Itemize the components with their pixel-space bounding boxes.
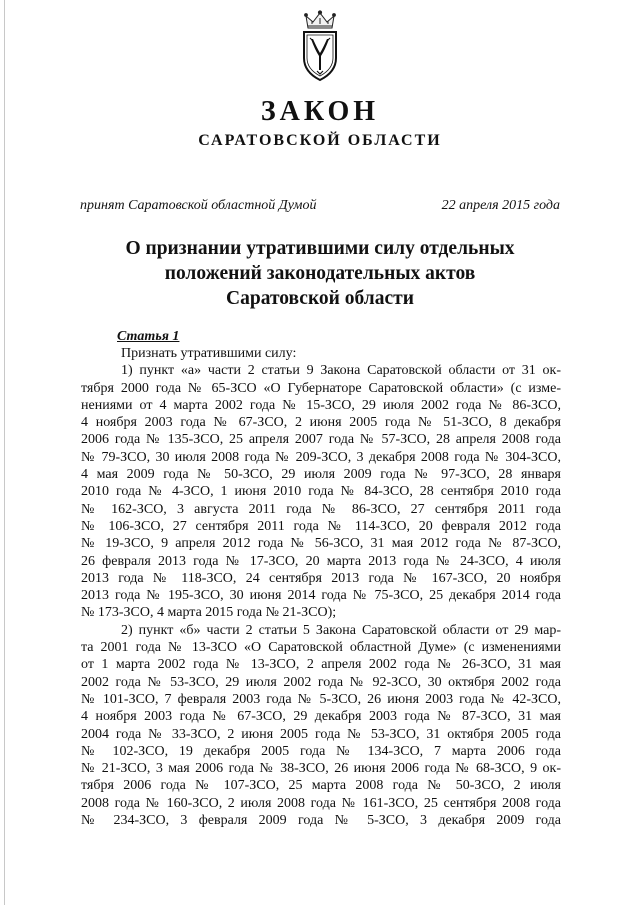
document-title: [80, 236, 560, 311]
text-line: тября 2000 года № 65-ЗСО «О Губернаторе Саратовской области» (с изме-: [81, 380, 561, 396]
article-heading: Статья 1: [117, 329, 180, 344]
text-line: № 102-ЗСО, 19 декабря 2005 года № 134-ЗСО, 7 марта 2006 года: [81, 743, 561, 759]
text-line: № 101-ЗСО, 7 февраля 2003 года № 5-ЗСО, 26 июня 2003 года № 42-ЗСО,: [81, 691, 561, 707]
text-line: 2008 года № 160-ЗСО, 2 июля 2008 года № 161-ЗСО, 25 сентября 2008 года: [81, 795, 561, 811]
text-line: 2013 года № 118-ЗСО, 24 сентября 2013 года № 167-ЗСО, 20 ноября: [81, 570, 561, 586]
title-line: Саратовской области: [226, 288, 414, 309]
text-line: Признать утратившими силу:: [121, 346, 297, 361]
text-line: 2004 года № 33-ЗСО, 2 июня 2005 года № 53-ЗСО, 31 октября 2005 года: [81, 726, 561, 742]
text-line: 1) пункт «а» части 2 статьи 9 Закона Саратовской области от 31 ок-: [121, 363, 561, 379]
text-line: 2013 года № 195-ЗСО, 30 июня 2014 года № 75-ЗСО, 25 декабря 2014 года: [81, 588, 561, 604]
saratov-coat-of-arms-icon: [298, 10, 342, 82]
text-line: № 173-ЗСО, 4 марта 2015 года № 21-ЗСО);: [81, 605, 337, 621]
text-line: 2) пункт «б» части 2 статьи 5 Закона Саратовской области от 29 мар-: [121, 622, 561, 638]
text-line: № 19-ЗСО, 9 апреля 2012 года № 56-ЗСО, 31 мая 2012 года № 87-ЗСО,: [81, 536, 561, 552]
title-line: положений законодательных актов: [164, 263, 476, 284]
text-line: тября 2006 года № 107-ЗСО, 25 марта 2008 года № 50-ЗСО, 2 июля: [81, 778, 561, 794]
text-line: 4 ноября 2003 года № 67-ЗСО, 29 декабря 2003 года № 87-ЗСО, 31 мая: [81, 709, 561, 725]
region-heading: САРАТОВСКОЙ ОБЛАСТИ: [198, 132, 442, 149]
text-line: от 1 марта 2002 года № 13-ЗСО, 2 апреля 2002 года № 26-ЗСО, 31 мая: [81, 657, 561, 673]
text-line: № 234-ЗСО, 3 февраля 2009 года № 5-ЗСО, 3 декабря 2009 года: [81, 813, 561, 829]
title-line: О признании утратившими силу отдельных: [125, 238, 515, 259]
adopted-by-line: принят Саратовской областной Думой: [80, 198, 317, 213]
text-line: № 162-ЗСО, 3 августа 2011 года № 86-ЗСО, 27 сентября 2011 года: [81, 501, 561, 517]
article-body: [81, 345, 561, 829]
text-line: нениями от 4 марта 2002 года № 15-ЗСО, 29 июля 2002 года № 86-ЗСО,: [81, 397, 561, 413]
adoption-date: 22 апреля 2015 года: [441, 198, 560, 213]
text-line: та 2001 года № 13-ЗСО «О Саратовской областной Думе» (с изменениями: [81, 640, 561, 656]
text-line: 2006 года № 135-ЗСО, 25 апреля 2007 года № 57-ЗСО, 28 апреля 2008 года: [81, 432, 561, 448]
text-line: 2010 года № 4-ЗСО, 1 июня 2010 года № 84-ЗСО, 28 сентября 2010 года: [81, 484, 561, 500]
text-line: 4 мая 2009 года № 50-ЗСО, 29 июля 2009 года № 97-ЗСО, 28 января: [81, 467, 561, 483]
text-line: 26 февраля 2013 года № 17-ЗСО, 20 марта 2013 года № 24-ЗСО, 4 июля: [81, 553, 561, 569]
text-line: 2002 года № 53-ЗСО, 29 июля 2002 года № 92-ЗСО, 30 октября 2002 года: [81, 674, 561, 690]
law-heading: ЗАКОН: [260, 96, 380, 127]
text-line: № 21-ЗСО, 3 мая 2006 года № 38-ЗСО, 26 июня 2006 года № 68-ЗСО, 9 ок-: [81, 761, 561, 777]
text-line: 4 ноября 2003 года № 67-ЗСО, 2 июня 2005 года № 51-ЗСО, 8 декабря: [81, 415, 561, 431]
text-line: № 106-ЗСО, 27 сентября 2011 года № 114-ЗСО, 20 февраля 2012 года: [81, 518, 561, 534]
text-line: № 79-ЗСО, 30 июля 2008 года № 209-ЗСО, 3 декабря 2008 года № 304-ЗСО,: [81, 449, 561, 465]
